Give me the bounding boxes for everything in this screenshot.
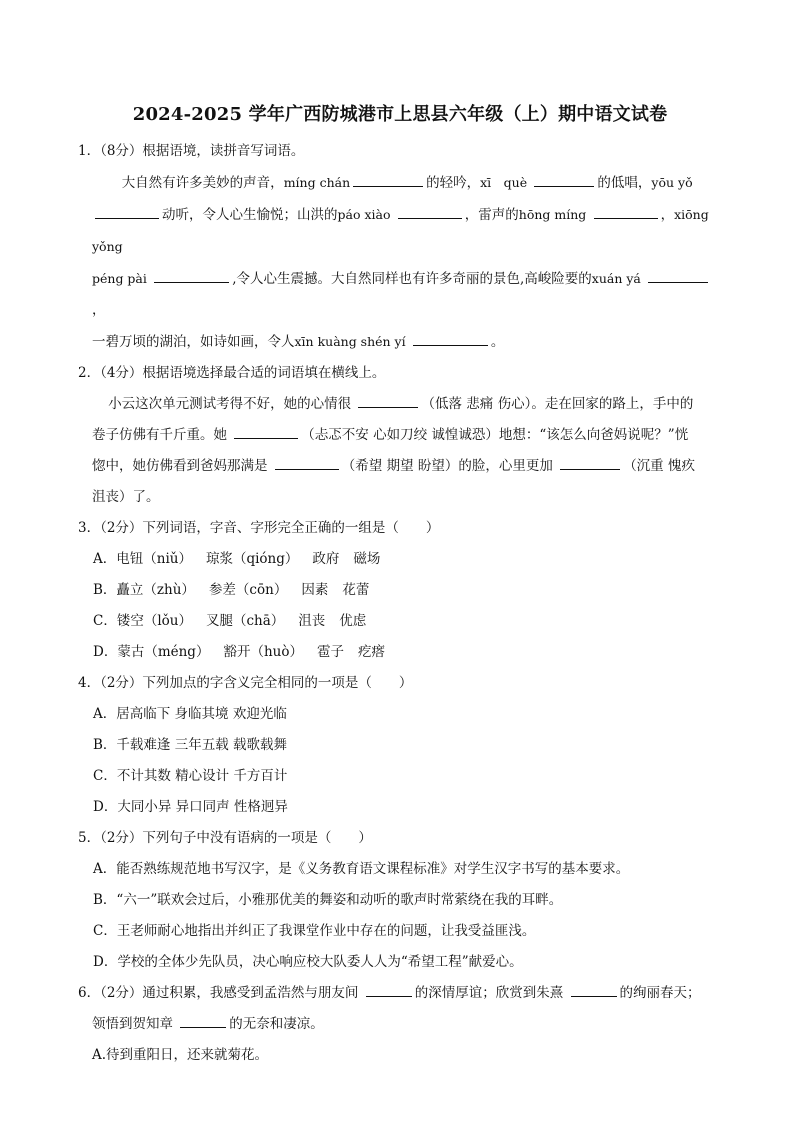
answer-blank[interactable] — [398, 204, 462, 219]
answer-blank[interactable] — [648, 268, 708, 283]
question-4 — [78, 668, 722, 823]
option-a[interactable]: A．能否熟练规范地书写汉字，是《义务教育语文课程标准》对学生汉字书写的基本要求。 — [93, 861, 630, 877]
option-word: D．蒙古（méng） — [93, 644, 210, 660]
question-1-stem: 1．（8分）根据语境，读拼音写词语。 — [78, 143, 305, 159]
passage-text: ，雷声的 — [464, 207, 519, 223]
option-word: C．镂空（lǒu） — [93, 613, 192, 629]
option-a[interactable] — [78, 544, 722, 575]
answer-blank[interactable] — [534, 172, 594, 187]
pinyin: míng chán — [283, 175, 351, 190]
pinyin: páo xiào — [337, 207, 391, 222]
passage-text: 。 — [490, 334, 505, 350]
question-6-stem-line2 — [78, 1009, 722, 1040]
answer-blank[interactable] — [234, 424, 298, 439]
pinyin: péng pài — [92, 271, 147, 286]
answer-blank[interactable] — [560, 455, 620, 470]
choices: （低落 悲痛 伤心） — [421, 396, 532, 412]
question-1-passage-line3 — [78, 263, 722, 326]
passage-text: ,令人心生震撼。大自然同样也有许多奇丽的景色,高峻险要的 — [232, 271, 592, 287]
option-word: B．矗立（zhù） — [93, 582, 195, 598]
question-1-passage-line2 — [78, 199, 722, 263]
question-2-stem: 2．（4分）根据语境选择最合适的词语填在横线上。 — [78, 365, 386, 381]
passage-text: 动听，令人心生愉悦；山洪的 — [162, 207, 338, 223]
option-a[interactable]: A.待到重阳日，还来就菊花。 — [92, 1047, 269, 1063]
pinyin: xiōng yǒng — [92, 207, 709, 254]
question-1-passage — [78, 167, 722, 199]
answer-blank[interactable] — [275, 455, 339, 470]
passage-text: 卷子仿佛有千斤重。她 — [92, 427, 227, 443]
answer-blank[interactable] — [366, 982, 412, 997]
option-word: 豁开（huò） — [223, 644, 303, 660]
option-d[interactable]: D．学校的全体少先队员，决心响应校大队委人人为“希望工程”献爱心。 — [93, 954, 523, 970]
question-3 — [78, 513, 722, 668]
stem-text: 领悟到贺知章 — [92, 1016, 173, 1032]
option-c[interactable] — [78, 606, 722, 637]
passage-text: 小云这次单元测试考得不好，她的心情很 — [108, 396, 352, 412]
pinyin: yōu yǒ — [651, 175, 693, 190]
choices: （沉重 愧疚 — [623, 458, 695, 474]
question-5-stem: 5．（2分）下列句子中没有语病的一项是（ ） — [78, 830, 372, 846]
question-5 — [78, 823, 722, 978]
question-2 — [78, 358, 722, 513]
option-word: 花蕾 — [342, 582, 370, 598]
pinyin: hōng míng — [518, 207, 587, 222]
choices: （希望 期望 盼望） — [341, 458, 459, 474]
option-word: 疙瘩 — [357, 644, 385, 660]
pinyin: xīn kuàng shén yí — [294, 334, 406, 349]
answer-blank[interactable] — [594, 204, 658, 219]
passage-text: ， — [92, 302, 106, 318]
stem-text: 的绚丽春天； — [619, 985, 701, 1001]
stem-text: 6．（2分）通过积累，我感受到孟浩然与朋友间 — [78, 985, 359, 1001]
passage-text: 的轻吟， — [426, 175, 481, 191]
passage-text: ， — [660, 207, 675, 223]
question-4-stem: 4．（2分）下列加点的字含义完全相同的一项是（ ） — [78, 675, 413, 691]
answer-blank[interactable] — [95, 204, 159, 219]
passage-text: 地想：“该怎么向爸妈说呢？”恍 — [498, 427, 689, 443]
question-2-passage — [78, 389, 722, 420]
choices: （忐忑不安 心如刀绞 诚惶诚恐） — [301, 427, 499, 443]
option-word: 因素 — [301, 582, 329, 598]
option-word: 雹子 — [316, 644, 344, 660]
option-b[interactable]: B．“六一”联欢会过后，小雅那优美的舞姿和动听的歌声时常萦绕在我的耳畔。 — [93, 892, 563, 908]
answer-blank[interactable] — [180, 1013, 226, 1028]
question-6-stem — [78, 978, 722, 1009]
option-word: 琼浆（qióng） — [205, 551, 299, 567]
question-3-stem: 3．（2分）下列词语，字音、字形完全正确的一组是（ ） — [78, 520, 440, 536]
passage-text: 的低唱， — [597, 175, 652, 191]
answer-blank[interactable] — [358, 393, 418, 408]
stem-text: 的无奈和凄凉。 — [229, 1016, 324, 1032]
option-word: 磁场 — [353, 551, 381, 567]
page-title: 2024-2025 学年广西防城港市上思县六年级（上）期中语文试卷 — [132, 104, 668, 125]
option-word: 参差（cōn） — [208, 582, 288, 598]
answer-blank[interactable] — [413, 331, 488, 346]
option-word: 优虑 — [339, 613, 367, 629]
answer-blank[interactable] — [571, 982, 617, 997]
passage-text: 大自然有许多美妙的声音， — [121, 175, 284, 191]
passage-text: 的脸，心里更加 — [458, 458, 553, 474]
question-1 — [78, 136, 722, 358]
question-6 — [78, 978, 722, 1071]
question-2-passage-line3 — [78, 451, 722, 482]
passage-text: 惚中，她仿佛看到爸妈那满是 — [92, 458, 268, 474]
passage-text: 。走在回家的路上，手中的 — [531, 396, 694, 412]
question-2-passage-line4: 沮丧）了。 — [92, 489, 160, 505]
option-c[interactable]: C．王老师耐心地指出并纠正了我课堂作业中存在的问题，让我受益匪浅。 — [93, 923, 536, 939]
option-b[interactable]: B．千载难逢 三年五载 载歌载舞 — [93, 737, 288, 753]
option-word: 政府 — [312, 551, 340, 567]
pinyin: xuán yá — [591, 271, 641, 286]
option-d[interactable]: D．大同小异 异口同声 性格迥异 — [93, 799, 288, 815]
stem-text: 的深情厚谊；欣赏到朱熹 — [414, 985, 564, 1001]
option-d[interactable] — [78, 637, 722, 668]
pinyin: xī què — [480, 175, 528, 190]
option-a[interactable]: A．居高临下 身临其境 欢迎光临 — [93, 706, 287, 722]
option-b[interactable] — [78, 575, 722, 606]
question-1-passage-line4 — [78, 326, 722, 358]
answer-blank[interactable] — [154, 268, 229, 283]
question-2-passage-line2 — [78, 420, 722, 451]
passage-text: 一碧万顷的湖泊，如诗如画，令人 — [92, 334, 295, 350]
answer-blank[interactable] — [353, 172, 423, 187]
option-c[interactable]: C．不计其数 精心设计 千方百计 — [93, 768, 288, 784]
option-word: A．电钮（niǔ） — [93, 551, 192, 567]
option-word: 沮丧 — [298, 613, 326, 629]
option-word: 叉腿（chā） — [205, 613, 285, 629]
